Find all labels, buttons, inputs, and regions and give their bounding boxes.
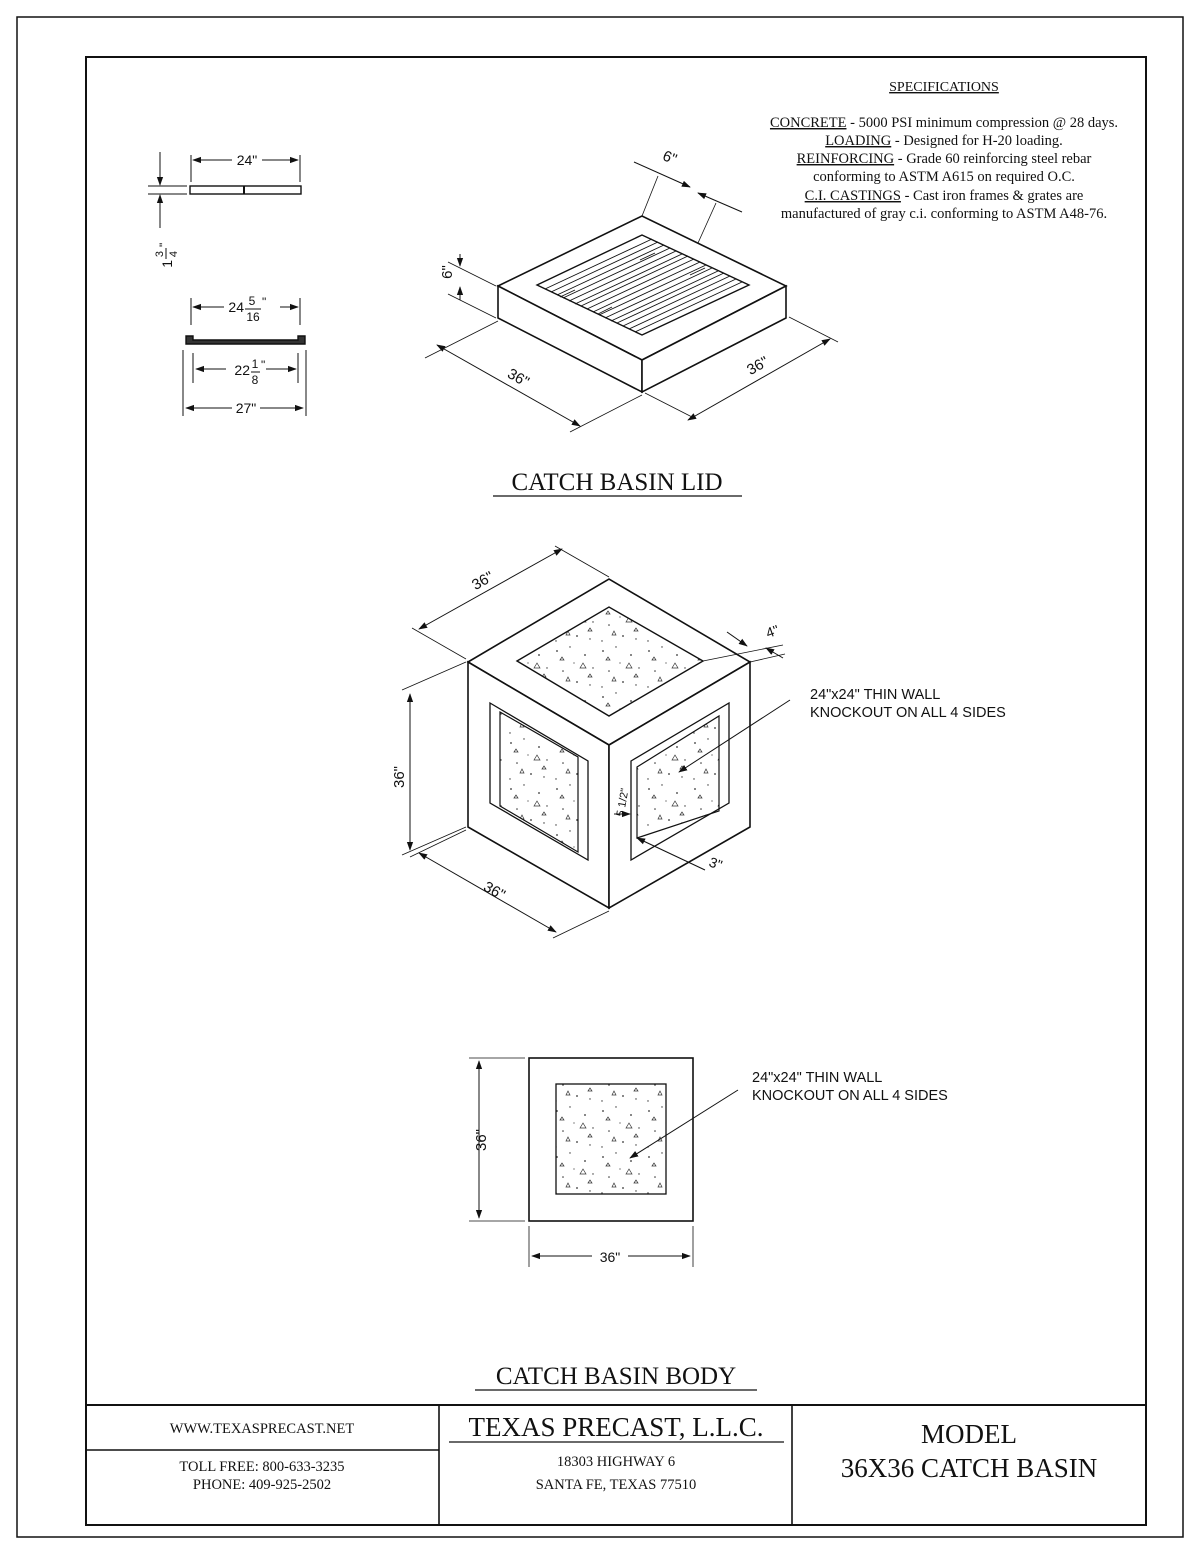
spec-concrete: CONCRETE - 5000 PSI minimum compression @ 28 days.	[769, 115, 1119, 131]
website: WWW.TEXASPRECAST.NET	[169, 1421, 355, 1437]
address-line1: 18303 HIGHWAY 6	[556, 1454, 676, 1470]
dim-lid-rim: 6"	[660, 147, 680, 169]
elevation-knockout-note-line2: KNOCKOUT ON ALL 4 SIDES	[752, 1088, 948, 1104]
spec-castings-cont: manufactured of gray c.i. conforming to ASTM A48-76.	[780, 206, 1108, 222]
dim-body-bottom: 36"	[480, 878, 508, 904]
body-drawing	[402, 546, 790, 938]
phone: PHONE: 409-925-2502	[192, 1477, 332, 1493]
dim-lid-left: 36"	[504, 365, 532, 391]
frame-profile	[186, 336, 305, 344]
dim-grate-thickness-den: 4	[168, 250, 180, 258]
dim-lid-right: 36"	[744, 353, 772, 379]
address-line2: SANTA FE, TEXAS 77510	[535, 1477, 697, 1493]
dim-lid-height: 6"	[439, 265, 456, 279]
spec-loading: LOADING - Designed for H-20 loading.	[825, 133, 1063, 149]
spec-castings: C.I. CASTINGS - Cast iron frames & grates are	[804, 188, 1084, 204]
specifications-block	[770, 80, 1118, 222]
dim-grate-thickness	[154, 243, 180, 268]
dim-grate-thickness-unit: "	[157, 242, 171, 247]
elevation-knockout-note-line1: 24"x24" THIN WALL	[752, 1070, 883, 1086]
dim-body-sill: 3"	[706, 853, 725, 874]
spec-reinforcing: REINFORCING - Grade 60 reinforcing steel rebar	[796, 151, 1092, 167]
dim-grate-top-width: 24"	[236, 152, 258, 168]
dim-frame-top-unit: "	[262, 295, 267, 309]
dim-grate-thickness-whole: 1	[159, 260, 175, 268]
dim-grate-thickness-num: 3	[154, 250, 166, 258]
elevation-knockout	[556, 1084, 666, 1194]
dim-frame-inner	[234, 357, 265, 387]
body-title: CATCH BASIN BODY	[495, 1363, 737, 1390]
dim-frame-inner-num: 1	[251, 357, 259, 371]
dim-elevation-height: 36"	[473, 1128, 490, 1152]
lid-title: CATCH BASIN LID	[511, 469, 723, 496]
dim-body-top: 36"	[469, 568, 497, 594]
dim-frame-top-den: 16	[246, 310, 260, 324]
toll-free: TOLL FREE: 800-633-3235	[179, 1459, 345, 1475]
dim-frame-inner-whole: 22	[234, 362, 250, 378]
spec-reinforcing-cont: conforming to ASTM A615 on required O.C.	[813, 169, 1075, 185]
dim-body-wall: 4"	[763, 621, 782, 642]
body-knockout-note-line1: 24"x24" THIN WALL	[810, 687, 941, 703]
model-label: MODEL	[921, 1419, 1017, 1449]
body-knockout-note-line2: KNOCKOUT ON ALL 4 SIDES	[810, 705, 1006, 721]
dim-body-offset: 5 1/2"	[614, 787, 632, 818]
lid-drawing	[425, 162, 838, 432]
dim-frame-top-whole: 24	[228, 299, 244, 315]
dim-frame-outer: 27"	[235, 400, 257, 416]
specifications-heading: SPECIFICATIONS	[889, 80, 999, 95]
grate-section-detail	[148, 152, 306, 416]
dim-frame-inner-den: 8	[251, 373, 259, 387]
grate-bar-profile	[190, 186, 301, 194]
elevation-drawing	[469, 1058, 738, 1267]
dim-elevation-width: 36"	[599, 1249, 621, 1265]
dim-frame-top-num: 5	[248, 294, 256, 308]
dim-frame-inner-unit: "	[261, 358, 266, 372]
company-name: TEXAS PRECAST, L.L.C.	[468, 1412, 764, 1442]
dim-body-height: 36"	[391, 765, 408, 789]
model-name: 36X36 CATCH BASIN	[840, 1453, 1098, 1483]
dim-frame-top	[228, 294, 266, 324]
